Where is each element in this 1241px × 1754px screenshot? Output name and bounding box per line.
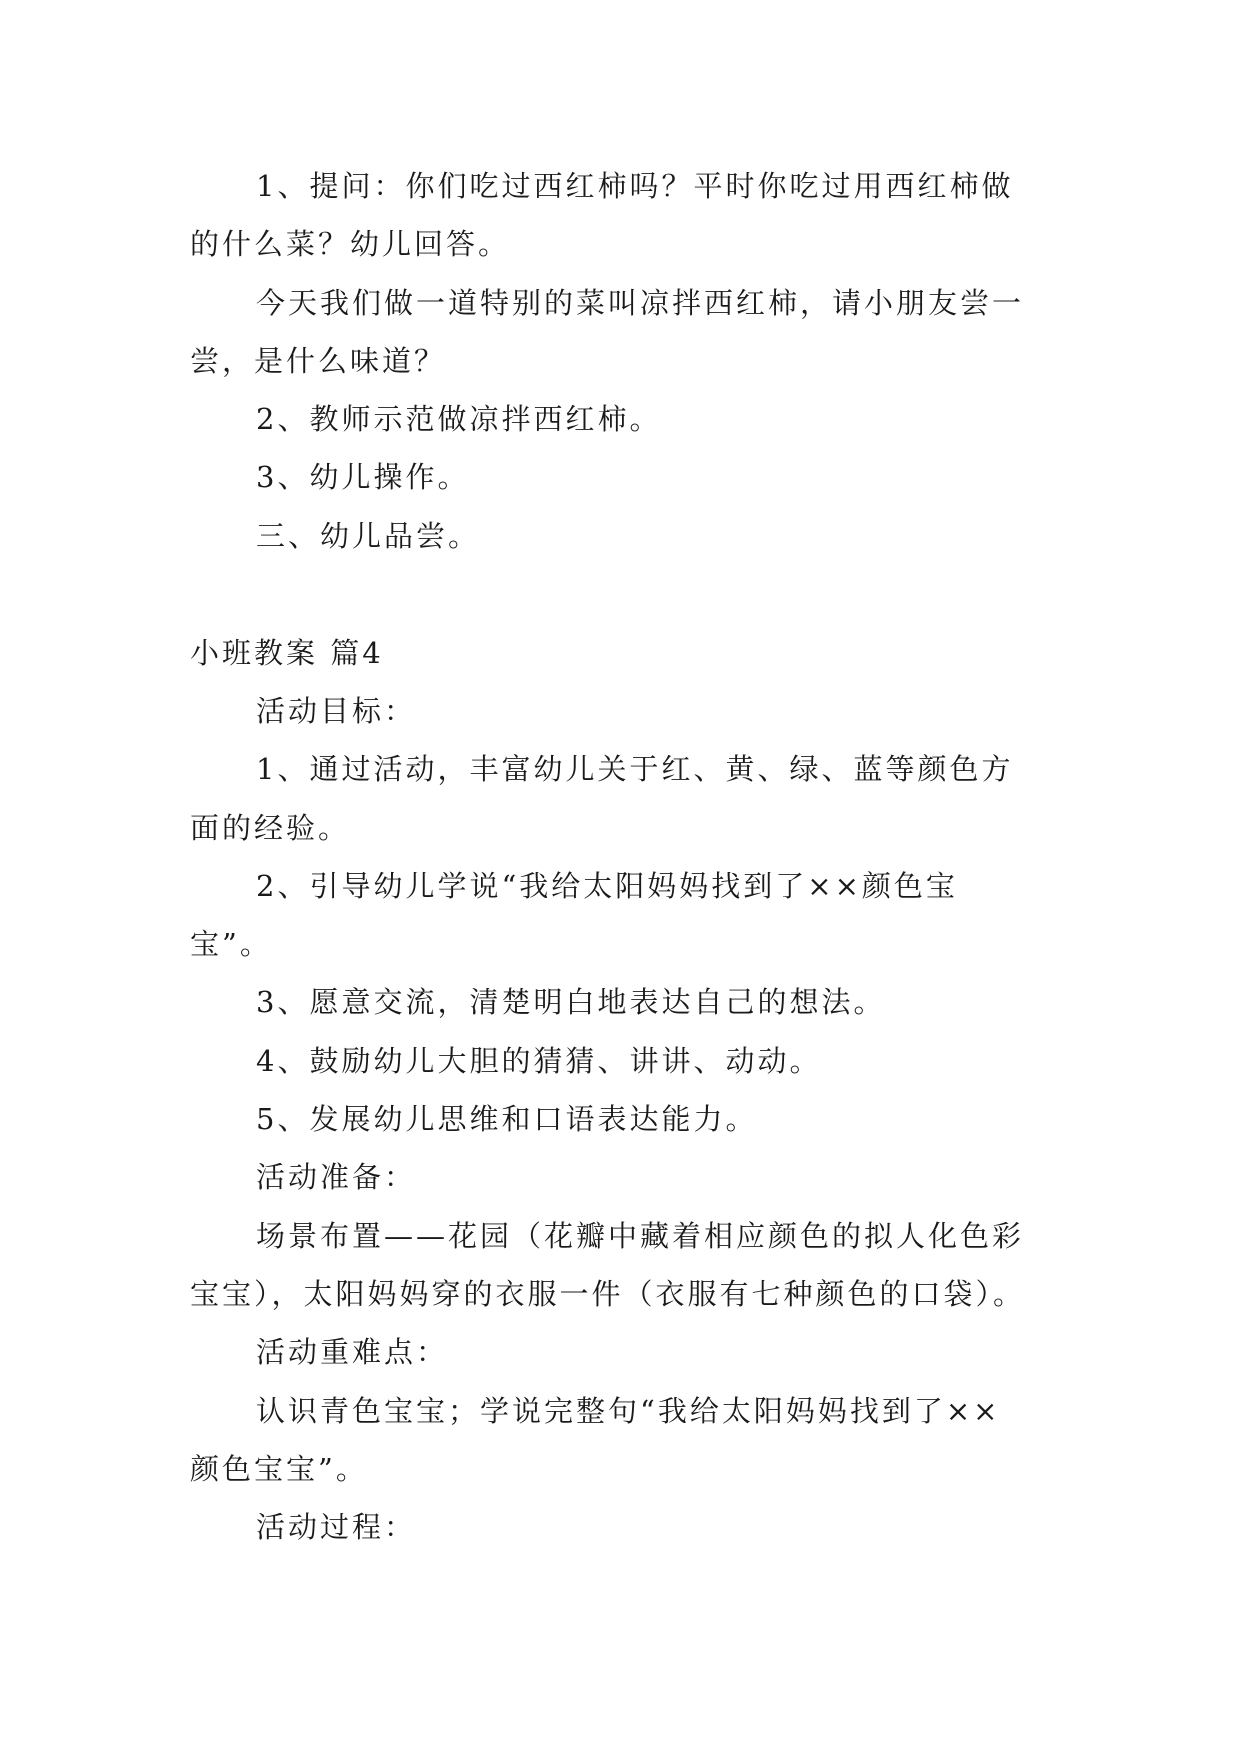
paragraph-line: 认识青色宝宝；学说完整句“我给太阳妈妈找到了×× (256, 1394, 1001, 1428)
paragraph-line: 宝”。 (190, 927, 272, 961)
paragraph-line: 活动目标： (256, 694, 417, 728)
paragraph-line: 3、愿意交流，清楚明白地表达自己的想法。 (256, 985, 886, 1019)
paragraph-line: 4、鼓励幼儿大胆的猜猜、讲讲、动动。 (256, 1044, 822, 1078)
paragraph-line: 尝，是什么味道？ (190, 344, 447, 378)
paragraph-line: 2、教师示范做凉拌西红柿。 (256, 402, 662, 436)
section-heading: 小班教案 篇4 (190, 636, 384, 670)
paragraph-line: 活动准备： (256, 1160, 417, 1194)
paragraph-line: 5、发展幼儿思维和口语表达能力。 (256, 1102, 758, 1136)
paragraph-line: 三、幼儿品尝。 (256, 519, 481, 553)
paragraph-line: 今天我们做一道特别的菜叫凉拌西红柿，请小朋友尝一 (256, 286, 1025, 320)
paragraph-line: 活动过程： (256, 1510, 417, 1544)
paragraph-line: 3、幼儿操作。 (256, 460, 470, 494)
paragraph-line: 1、提问：你们吃过西红柿吗？平时你吃过用西红柿做 (256, 169, 1014, 203)
paragraph-line: 1、通过活动，丰富幼儿关于红、黄、绿、蓝等颜色方 (256, 752, 1014, 786)
paragraph-line: 面的经验。 (190, 811, 351, 845)
paragraph-line: 的什么菜？幼儿回答。 (190, 227, 511, 261)
paragraph-line: 2、引导幼儿学说“我给太阳妈妈找到了××颜色宝 (256, 869, 958, 903)
paragraph-line: 活动重难点： (256, 1335, 449, 1369)
paragraph-line: 颜色宝宝”。 (190, 1452, 368, 1486)
paragraph-line: 场景布置——花园（花瓣中藏着相应颜色的拟人化色彩 (256, 1219, 1025, 1253)
paragraph-line: 宝宝），太阳妈妈穿的衣服一件（衣服有七种颜色的口袋）。 (190, 1277, 1026, 1311)
